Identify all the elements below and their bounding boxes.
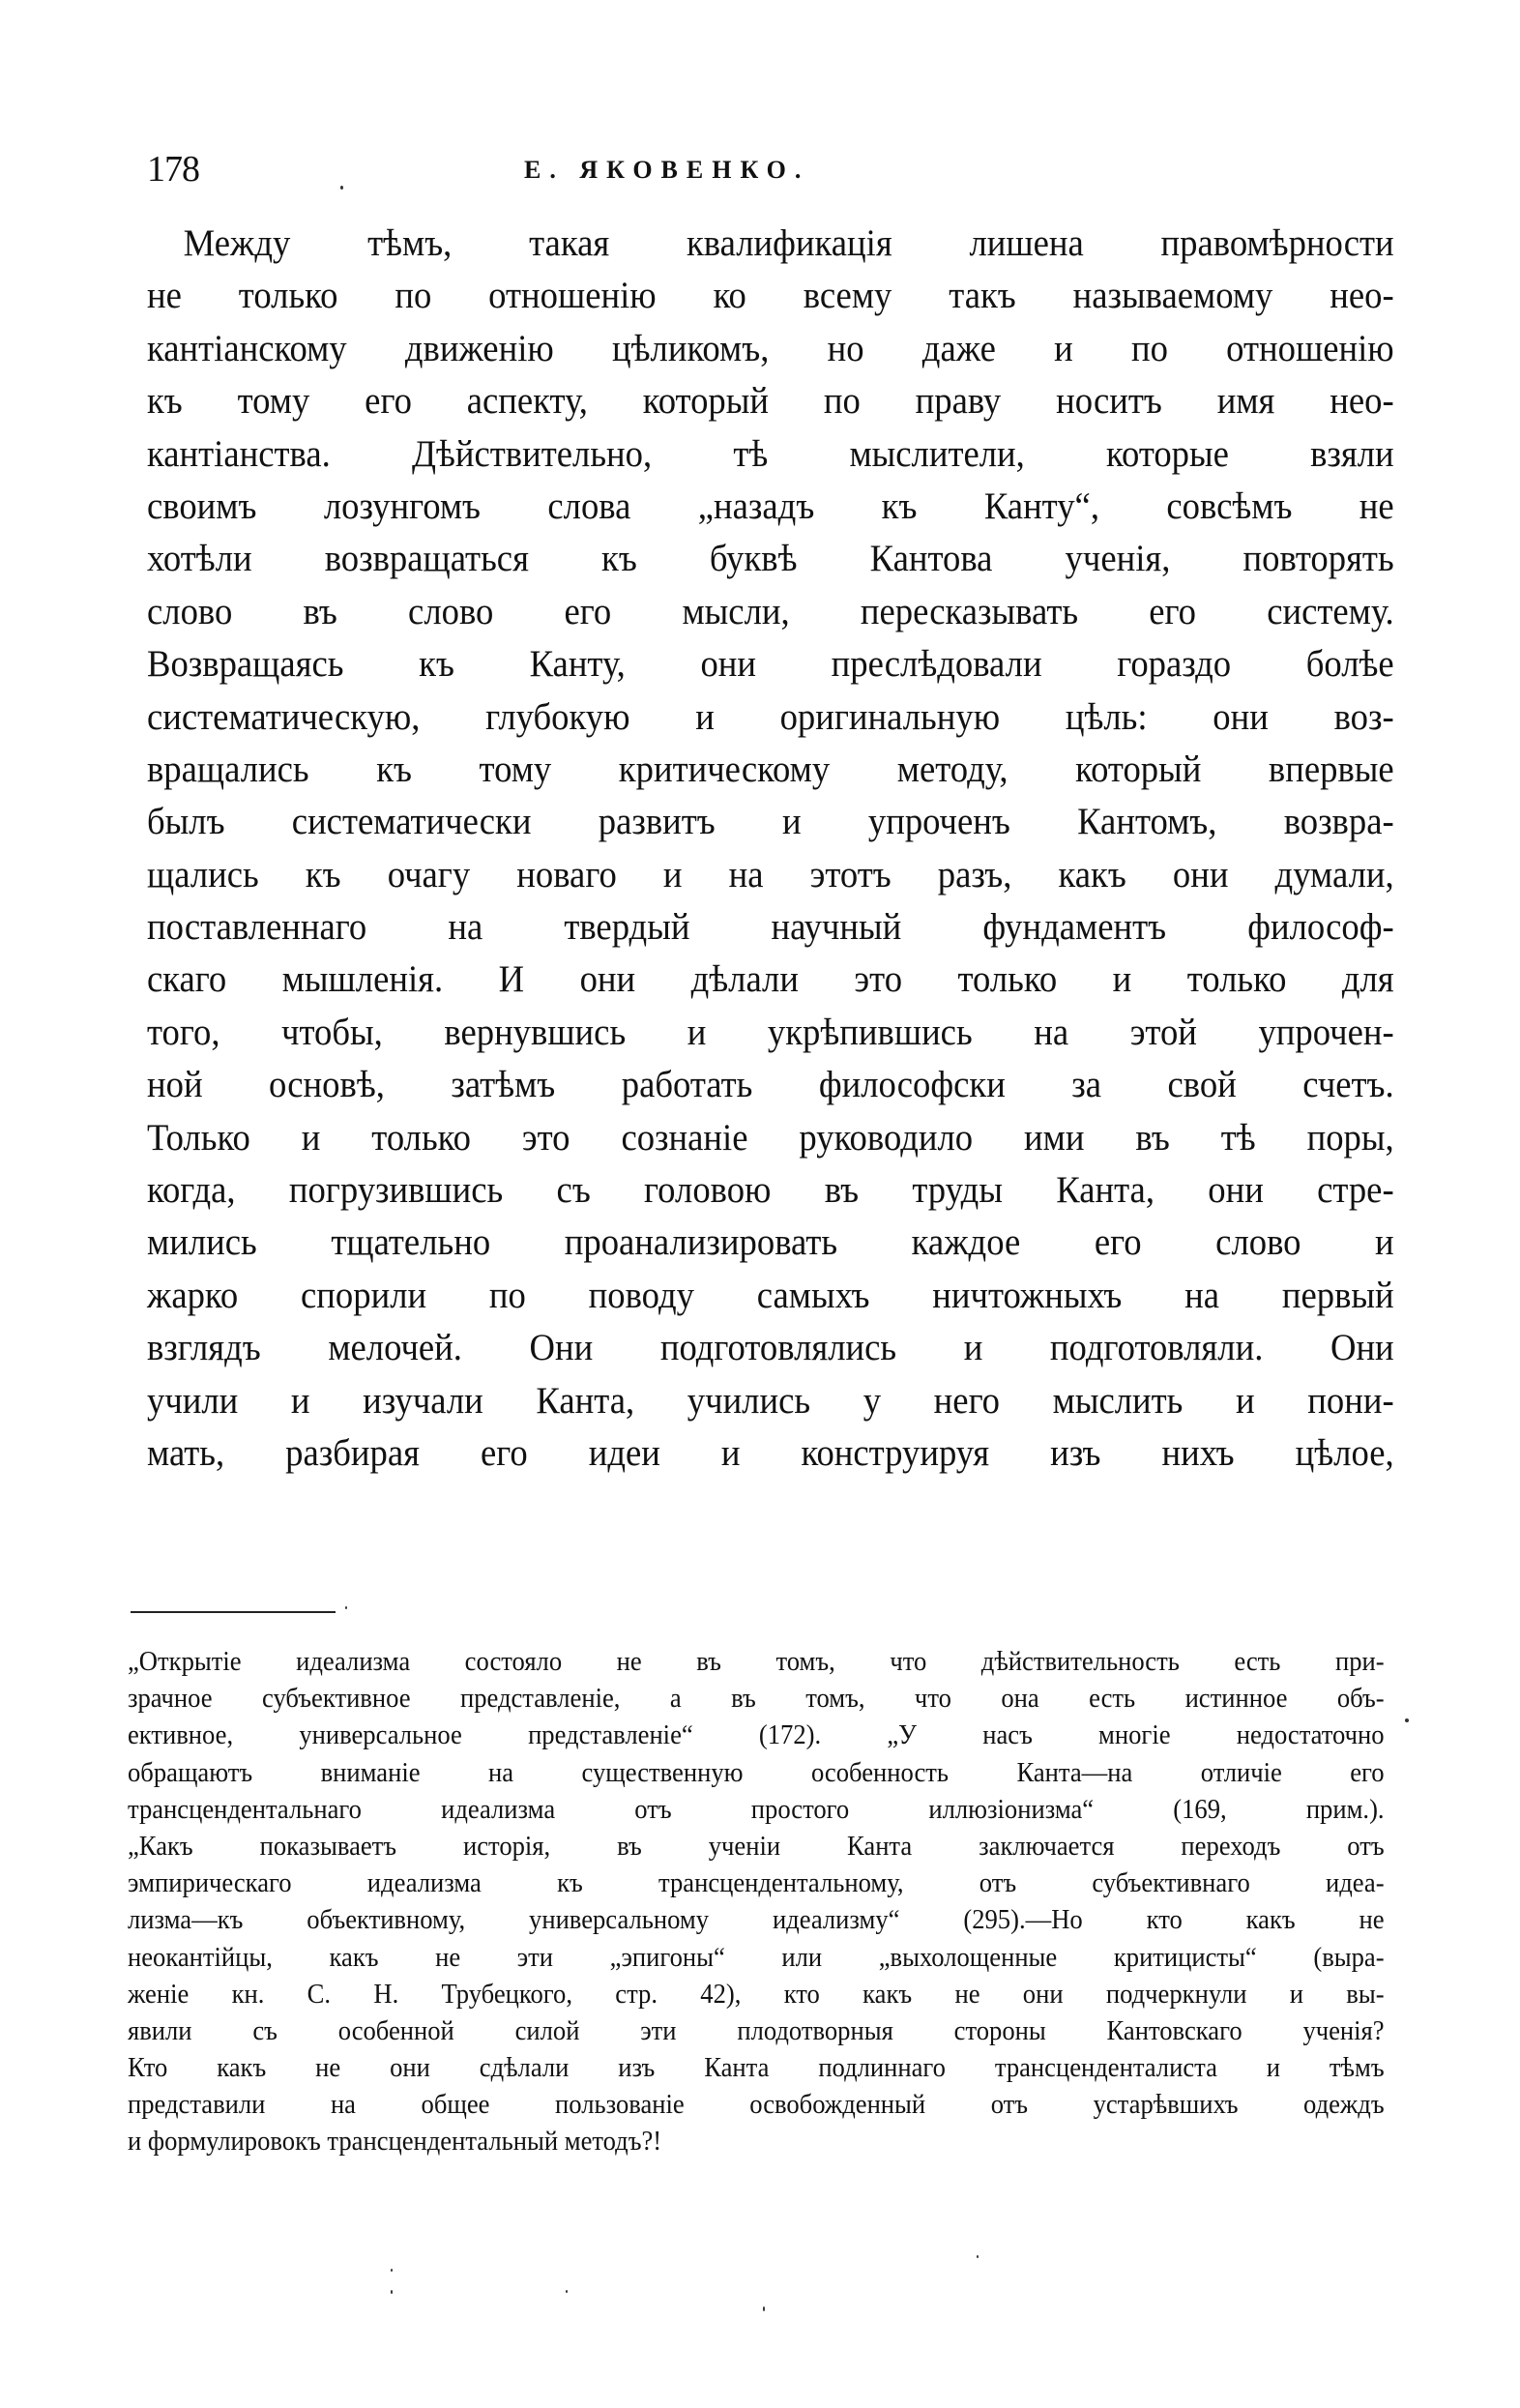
footnote-line: женіе кн. С. Н. Трубецкого, стр. 42), кто какъ не они подчеркнули и вы-	[128, 1979, 1385, 2010]
body-line: жарко спорили по поводу самыхъ ничтожныхъ на первый	[147, 1274, 1394, 1316]
footnote-line: эмпирическаго идеализма къ трансцендентальному, отъ субъективнаго идеа-	[128, 1868, 1385, 1899]
body-line: мились тщательно проанализировать каждое его слово и	[147, 1221, 1394, 1264]
footnote-line: обращаютъ вниманіе на существенную особенность Канта—на отличіе его	[128, 1757, 1385, 1788]
running-head	[147, 145, 1394, 203]
footnote-block	[128, 1644, 1385, 2161]
body-line: того, чтобы, вернувшись и укрѣпившись на этой упрочен-	[147, 1011, 1394, 1053]
page-number: 178	[147, 149, 199, 190]
scan-speck	[763, 2306, 765, 2311]
scan-speck	[977, 2255, 979, 2258]
footnote-line: ективное, универсальное представленіе“ (172). „У насъ многіе недостаточно	[128, 1720, 1385, 1751]
scan-speck	[340, 186, 343, 190]
footnote-line: представили на общее пользованіе освобожденный отъ устарѣвшихъ одеждъ	[128, 2090, 1385, 2121]
scan-speck	[391, 2269, 393, 2272]
footnote-separator-rule	[131, 1611, 336, 1613]
body-line: не только по отношенію ко всему такъ называемому нео-	[147, 275, 1394, 317]
body-line: кантіанства. Дѣйствительно, тѣ мыслители, которые взяли	[147, 432, 1394, 475]
body-line: Возвращаясь къ Канту, они преслѣдовали гораздо болѣе	[147, 643, 1394, 686]
footnote-line: трансцендентальнаго идеализма отъ простого иллюзіонизма“ (169, прим.).	[128, 1794, 1385, 1825]
footnote-line: „Какъ показываетъ исторія, въ ученіи Канта заключается переходъ отъ	[128, 1831, 1385, 1862]
footnote-line: лизма—къ объективному, универсальному идеализму“ (295).—Но кто какъ не	[128, 1905, 1385, 1936]
body-line: ной основѣ, затѣмъ работать философски за свой счетъ.	[147, 1064, 1394, 1106]
scan-speck	[1405, 1718, 1409, 1722]
body-line: щались къ очагу новаго и на этотъ разъ, какъ они думали,	[147, 853, 1394, 896]
body-line: мать, разбирая его идеи и конструируя изъ нихъ цѣлое,	[147, 1431, 1394, 1474]
body-line: скаго мышленія. И они дѣлали это только и только для	[147, 958, 1394, 1001]
body-line: поставленнаго на твердый научный фундаментъ философ-	[147, 906, 1394, 949]
body-line: систематическую, глубокую и оригинальную цѣль: они воз-	[147, 695, 1394, 738]
body-line: когда, погрузившись съ головою въ труды Канта, они стре-	[147, 1169, 1394, 1212]
body-line: Между тѣмъ, такая квалификація лишена правомѣрности	[183, 222, 1394, 264]
footnote-line: неокантійцы, какъ не эти „эпигоны“ или „выхолощенные критицисты“ (выра-	[128, 1942, 1385, 1973]
footnote-line: „Открытіе идеализма состояло не въ томъ, что дѣйствительность есть при-	[128, 1647, 1385, 1677]
body-line: учили и изучали Канта, учились у него мыслить и пони-	[147, 1379, 1394, 1422]
body-line: къ тому его аспекту, который по праву носитъ имя нео-	[147, 380, 1394, 423]
footnote-line: и формулировокъ трансцендентальный методъ?!	[128, 2127, 662, 2158]
body-line: вращались къ тому критическому методу, который впервые	[147, 748, 1394, 790]
body-line: слово въ слово его мысли, пересказывать его систему.	[147, 590, 1394, 632]
scan-speck	[345, 1606, 347, 1609]
running-title-author: Е. ЯКОВЕНКО.	[524, 156, 810, 184]
footnote-line: Кто какъ не они сдѣлали изъ Канта подлиннаго трансценденталиста и тѣмъ	[128, 2053, 1385, 2084]
body-line: Только и только это сознаніе руководило ими въ тѣ поры,	[147, 1116, 1394, 1159]
body-line: кантіанскому движенію цѣликомъ, но даже и по отношенію	[147, 327, 1394, 369]
footnote-line: зрачное субъективное представленіе, а въ томъ, что она есть истинное объ-	[128, 1684, 1385, 1715]
scan-speck	[566, 2290, 568, 2293]
footnote-line: явили съ особенной силой эти плодотворныя стороны Кантовскаго ученія?	[128, 2015, 1385, 2046]
body-line: былъ систематически развитъ и упроченъ Кантомъ, возвра-	[147, 801, 1394, 843]
body-line: взглядъ мелочей. Они подготовлялись и подготовляли. Они	[147, 1327, 1394, 1369]
body-line: хотѣли возвращаться къ буквѣ Кантова ученія, повторять	[147, 538, 1394, 580]
scan-speck	[391, 2290, 393, 2294]
body-line: своимъ лозунгомъ слова „назадъ къ Канту“, совсѣмъ не	[147, 485, 1394, 527]
main-text-block	[147, 218, 1394, 1480]
